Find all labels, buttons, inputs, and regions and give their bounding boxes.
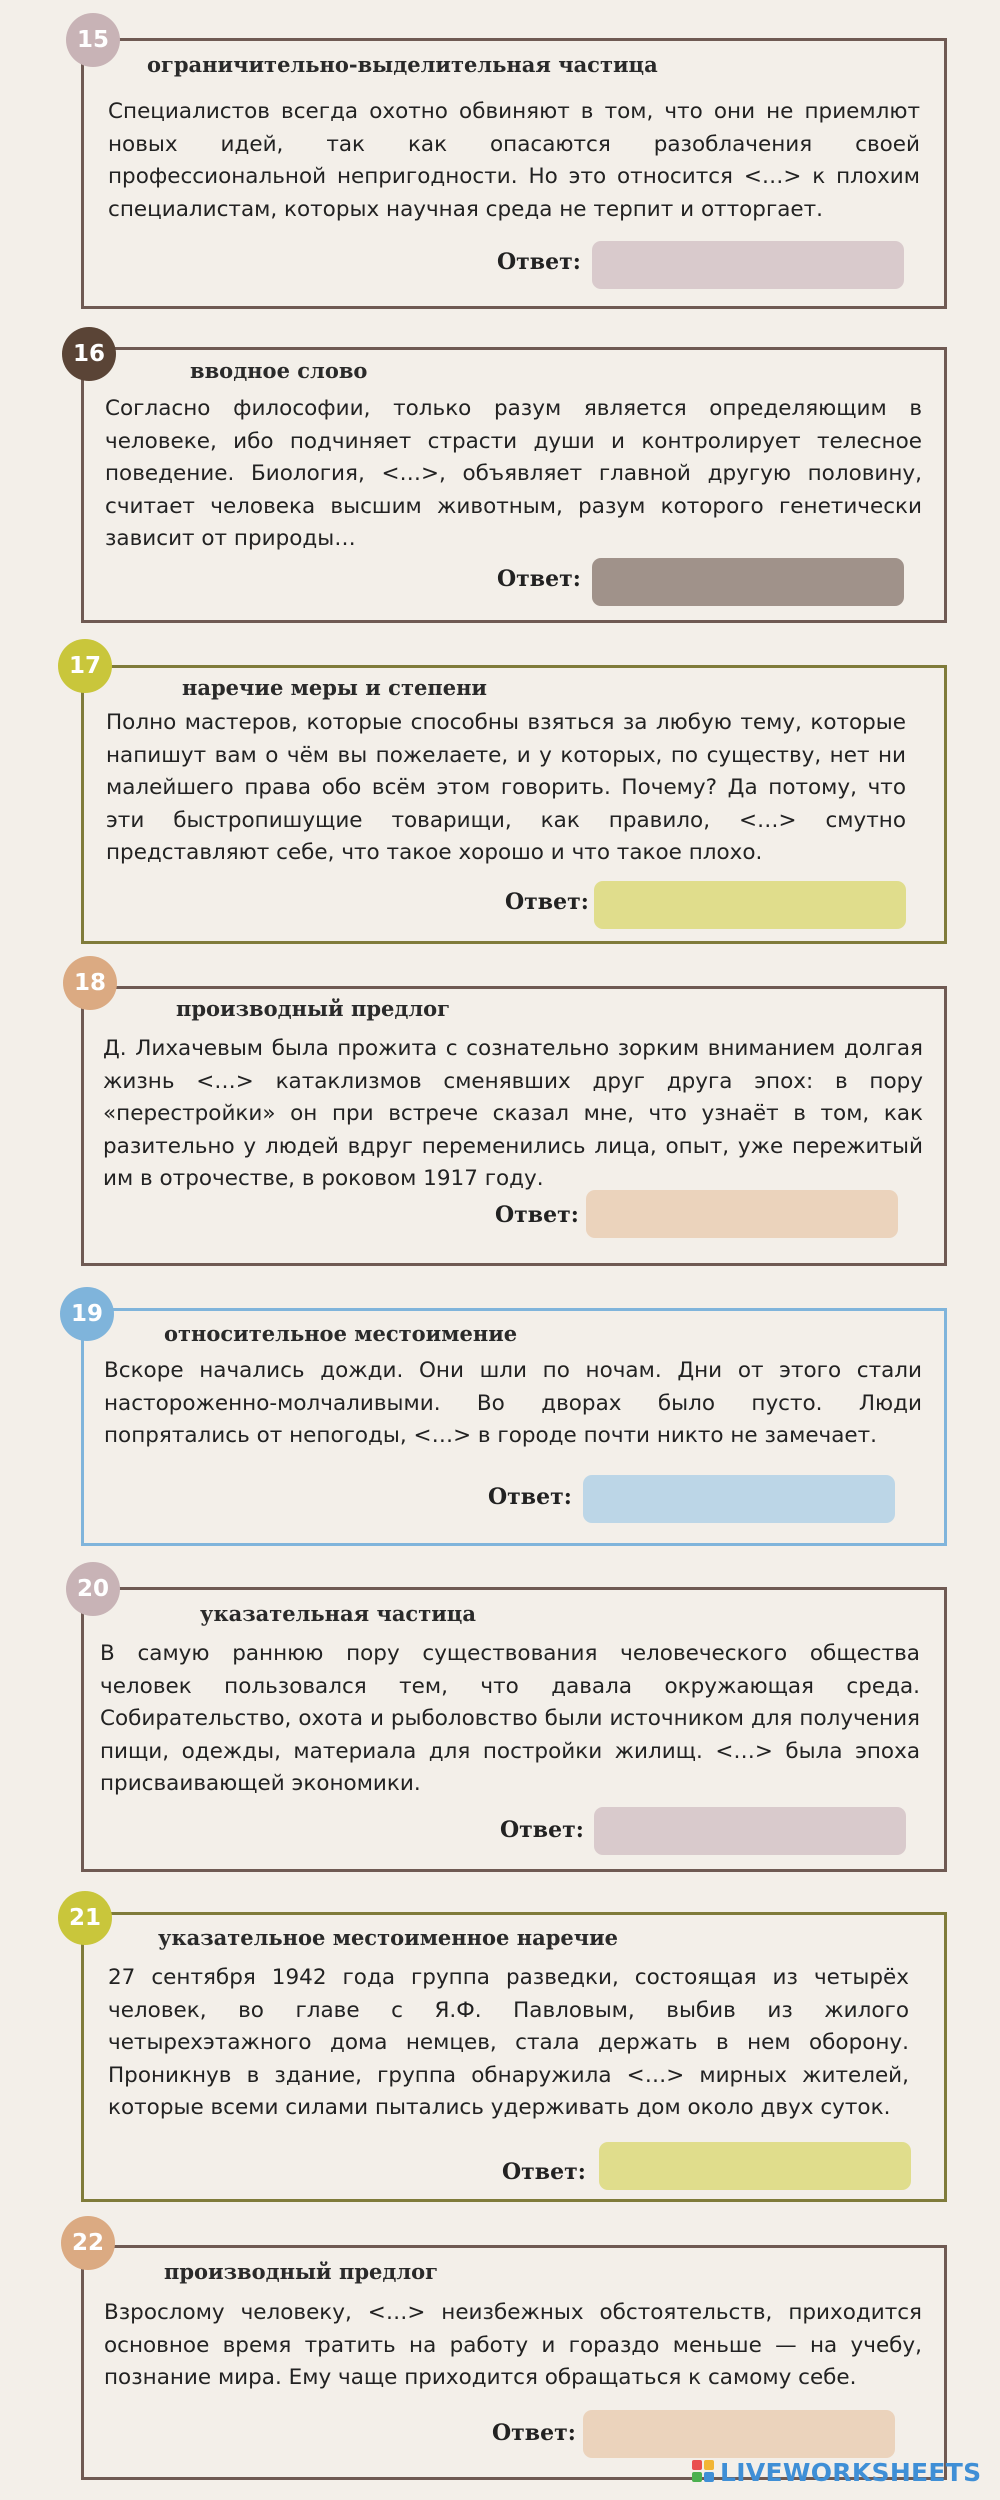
task-number-badge: 21 [58, 1891, 112, 1945]
task-text: Полно мастеров, которые способны взяться за любую тему, которые напишут вам о чём вы пожелаете, и у которых, по существу, нет ни малейшего права обо всём этом говорить. Почему? Да потому, что эти быстропишущие товарищи, как правило, <…> смутно представляют себе, что такое хорошо и что такое плохо. [106, 710, 906, 865]
answer-label: Ответ: [497, 566, 581, 592]
task-number-badge: 20 [66, 1562, 120, 1616]
task-text: Согласно философии, только разум является определяющим в человеке, ибо подчиняет страсти души и контролирует телесное поведение. Биология, <…>, объявляет главной другую половину, считает человека высшим животным, разум которого генетически зависит от природы… [105, 396, 922, 551]
task-number-badge: 17 [58, 639, 112, 693]
answer-label: Ответ: [502, 2159, 586, 2185]
logo-mark-icon [692, 2460, 716, 2484]
task-text: Д. Лихачевым была прожита с сознательно зорким вниманием долгая жизнь <…> катаклизмов сменявших друг друга эпох: в пору «перестройки» он при встрече сказал мне, что узнаёт в том, как разительно у людей вдруг переменились лица, опыт, уже пережитый им в отрочестве, в роковом 1917 году. [103, 1036, 923, 1191]
answer-label: Ответ: [488, 1484, 572, 1510]
task-category: наречие меры и степени [182, 675, 488, 700]
liveworksheets-logo [692, 2457, 981, 2487]
task-text: Специалистов всегда охотно обвиняют в том, что они не приемлют новых идей, так как опасаются разоблачения своей профессиональной непригодности. Но это относится <…> к плохим специалистам, которых научная среда не терпит и отторгает. [108, 99, 920, 222]
task-category: указательное местоименное наречие [158, 1925, 619, 1950]
task-number-badge: 19 [60, 1287, 114, 1341]
task-number-badge: 15 [66, 13, 120, 67]
answer-label: Ответ: [505, 889, 589, 915]
answer-input[interactable] [583, 2410, 895, 2458]
answer-input[interactable] [594, 881, 906, 929]
task-category: производный предлог [164, 2259, 439, 2284]
task-category: ограничительно-выделительная частица [147, 52, 658, 77]
task-text: Взрослому человеку, <…> неизбежных обстоятельств, приходится основное время тратить на работу и гораздо меньше — на учебу, познание мира. Ему чаще приходится обращаться к самому себе. [104, 2300, 922, 2390]
task-text: В самую раннюю пору существования человеческого общества человек пользовался тем, что давала окружающая среда. Собирательство, охота и рыболовство были источником для получения пищи, одежды, материала для постройки жилищ. <…> была эпоха присваивающей экономики. [100, 1641, 920, 1796]
task-category: вводное слово [190, 358, 368, 383]
task-category: указательная частица [200, 1601, 476, 1626]
task-text: Вскоре начались дожди. Они шли по ночам. Дни от этого стали настороженно-молчаливыми. Во дворах было пусто. Люди попрятались от непогоды, <…> в городе почти никто не замечает. [104, 1358, 922, 1448]
answer-input[interactable] [594, 1807, 906, 1855]
answer-label: Ответ: [497, 249, 581, 275]
task-number-badge: 18 [63, 956, 117, 1010]
answer-input[interactable] [592, 241, 904, 289]
task-number-badge: 16 [62, 327, 116, 381]
answer-label: Ответ: [492, 2420, 576, 2446]
answer-input[interactable] [592, 558, 904, 606]
task-category: производный предлог [176, 996, 451, 1021]
answer-input[interactable] [599, 2142, 911, 2190]
answer-input[interactable] [586, 1190, 898, 1238]
answer-label: Ответ: [495, 1202, 579, 1228]
task-number-badge: 22 [61, 2216, 115, 2270]
answer-label: Ответ: [500, 1817, 584, 1843]
answer-input[interactable] [583, 1475, 895, 1523]
brand-name: LIVEWORKSHEETS [720, 2457, 982, 2487]
task-category: относительное местоимение [164, 1321, 518, 1346]
task-text: 27 сентября 1942 года группа разведки, состоящая из четырёх человек, во главе с Я.Ф. Павловым, выбив из жилого четырехэтажного дома немцев, стала держать в нем оборону. Проникнув в здание, группа обнаружила <…> мирных жителей, которые всеми силами пытались удерживать дом около двух суток. [108, 1965, 909, 2120]
